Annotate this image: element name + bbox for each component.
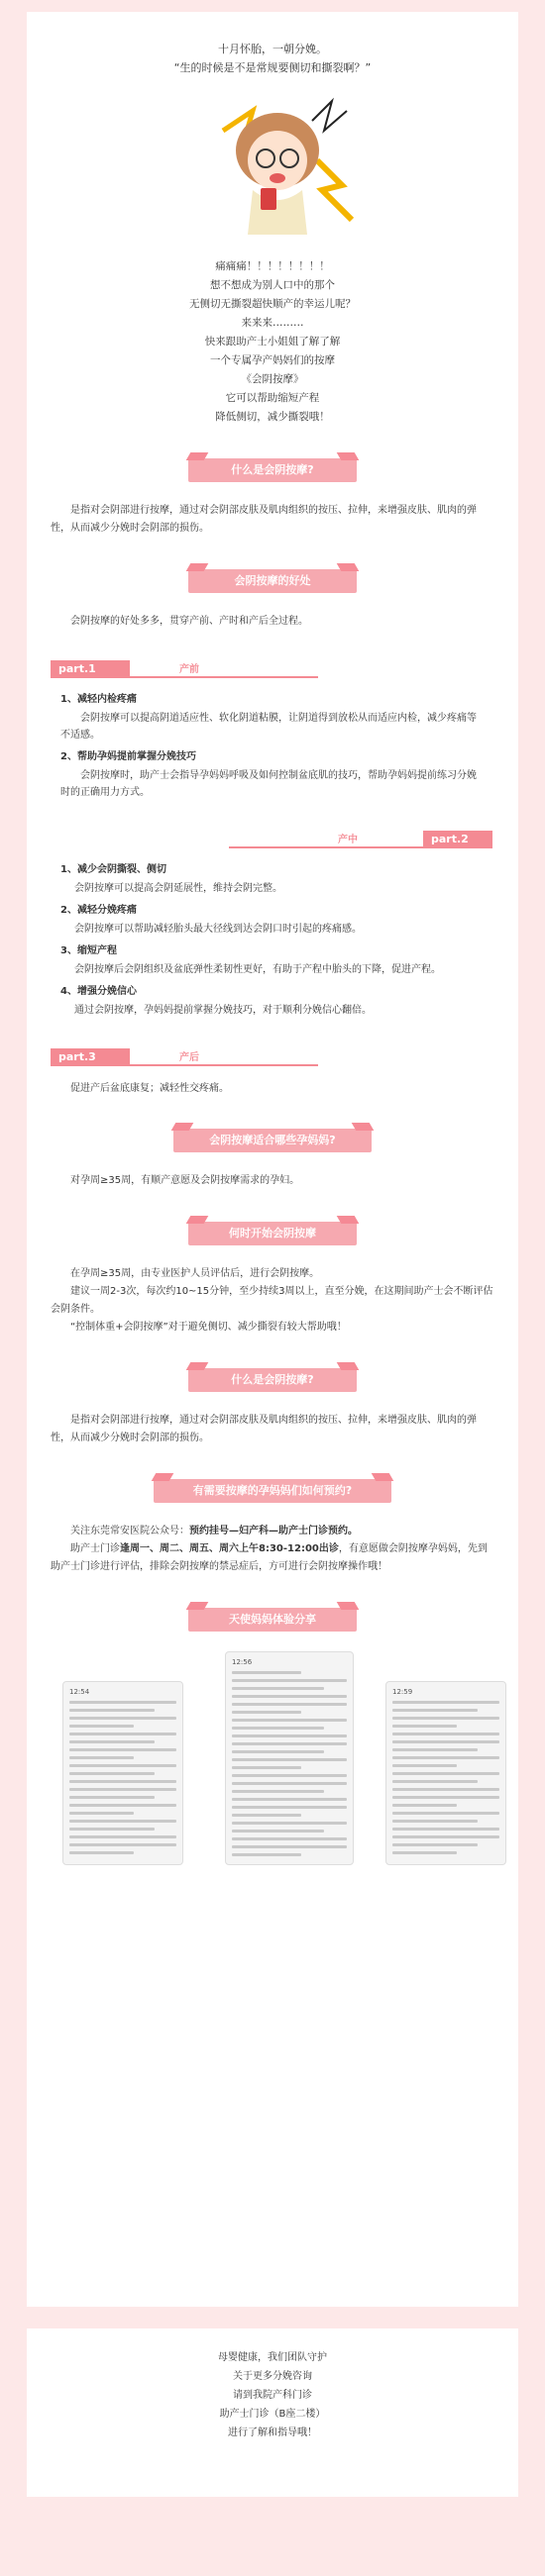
part-tag: part.3	[51, 1048, 130, 1066]
section-title: 何时开始会阴按摩	[229, 1227, 316, 1239]
section-body: 会阴按摩的好处多多，贯穿产前、产时和产后全过程。	[70, 616, 308, 627]
part-1-header	[41, 656, 504, 680]
phone-screenshot	[225, 1651, 354, 1865]
section-banner-share	[188, 1604, 357, 1634]
item-title: 1、减轻内检疼痛	[60, 694, 137, 705]
chat-lines	[392, 1701, 499, 1854]
item-title: 3、缩短产程	[60, 945, 117, 956]
item-body: 通过会阴按摩，孕妈妈提前掌握分娩技巧，对于顺利分娩信心翻倍。	[74, 1005, 372, 1016]
part-3-header	[41, 1044, 504, 1068]
part-2-header	[41, 827, 504, 850]
section-title: 有需要按摩的孕妈妈们如何预约?	[192, 1484, 353, 1497]
testimonial-screenshots	[41, 1651, 504, 1875]
booking-text: ，有意愿做会阴按摩孕妈妈，先到助产士门诊进行评估，排除会阴按摩的禁忌症后，方可进行会阴按摩操作哦！	[51, 1543, 488, 1572]
section-body: “控制体重+会阴按摩”对于避免侧切、减少撕裂有较大帮助哦！	[70, 1322, 347, 1333]
poem-line: 无侧切无撕裂超快顺产的幸运儿呢？	[189, 298, 356, 310]
footer-card	[27, 2328, 518, 2497]
section-body: 建议一周2-3次，每次约10~15分钟，至少持续3周以上，直至分娩，在这期间助产士会不断评估会阴条件。	[51, 1286, 493, 1315]
section-title: 天使妈妈体验分享	[229, 1613, 316, 1626]
booking-text: 助产士门诊	[70, 1543, 120, 1554]
section-body: 对孕周≥35周，有顺产意愿及会阴按摩需求的孕妇。	[70, 1175, 300, 1186]
section-banner-when	[188, 1218, 357, 1247]
section-banner-what-2	[188, 1364, 357, 1394]
phone-time: 12:56	[232, 1658, 253, 1666]
chat-lines	[232, 1671, 347, 1856]
poem-line: 一个专属孕产妈妈们的按摩	[210, 354, 335, 366]
item-body: 会阴按摩时，助产士会指导孕妈妈呼吸及如何控制盆底肌的技巧，帮助孕妈妈提前练习分娩时的正确用力方式。	[60, 770, 477, 798]
part-label: 产前	[179, 664, 199, 675]
poem-line: 降低侧切，减少撕裂哦！	[215, 411, 330, 423]
poem-line: 它可以帮助缩短产程	[225, 392, 320, 404]
phone-time: 12:54	[69, 1688, 90, 1696]
footer-line: 请到我院产科门诊	[233, 2390, 312, 2401]
part-label: 产中	[338, 835, 358, 845]
section-body: 是指对会阴部进行按摩，通过对会阴部皮肤及肌肉组织的按压、拉伸，来增强皮肤、肌肉的弹性，从而减少分娩时会阴部的损伤。	[51, 505, 477, 534]
intro-poem	[41, 257, 504, 427]
booking-info-1	[51, 1523, 494, 1540]
cartoon-woman-illustration	[183, 91, 362, 240]
footer-line: 母婴健康，我们团队守护	[218, 2352, 327, 2363]
booking-text: 关注东莞常安医院公众号：	[70, 1526, 189, 1536]
part-tag: part.2	[423, 831, 492, 848]
item-body: 会阴按摩可以帮助减轻胎头最大径线到达会阴口时引起的疼痛感。	[74, 924, 362, 935]
intro-line-2: “生的时候是不是常规要侧切和撕裂啊？”	[173, 61, 372, 74]
section-title: 什么是会阴按摩?	[231, 463, 314, 476]
footer-line: 助产士门诊（B座二楼）	[219, 2409, 326, 2420]
poem-line: 想不想成为别人口中的那个	[210, 279, 335, 291]
booking-hours: 逢周一、周二、周五、周六上午8:30-12:00出诊	[120, 1543, 339, 1554]
article-card	[27, 12, 518, 2307]
section-body: 是指对会阴部进行按摩，通过对会阴部皮肤及肌肉组织的按压、拉伸，来增强皮肤、肌肉的弹性，从而减少分娩时会阴部的损伤。	[51, 1415, 477, 1443]
section-banner-who	[173, 1125, 372, 1154]
part-divider	[51, 1064, 318, 1066]
section-title: 会阴按摩的好处	[234, 574, 311, 587]
part-divider	[51, 676, 318, 678]
item-body: 会阴按摩可以提高阴道适应性、软化阴道粘膜，让阴道得到放松从而适应内检，减少疼痛等不适感。	[60, 713, 477, 741]
intro	[41, 40, 504, 77]
poem-line: 来来来………	[241, 317, 304, 329]
footer-line: 进行了解和指导哦！	[228, 2427, 317, 2438]
section-title: 什么是会阴按摩?	[231, 1373, 314, 1386]
item-title: 4、增强分娩信心	[60, 986, 137, 997]
part-label: 产后	[179, 1052, 199, 1063]
phone-time: 12:59	[392, 1688, 413, 1696]
intro-line-1: 十月怀胎，一朝分娩。	[218, 43, 327, 55]
item-title: 2、帮助孕妈提前掌握分娩技巧	[60, 751, 196, 762]
section-body: 促进产后盆底康复；减轻性交疼痛。	[70, 1083, 229, 1094]
item-title: 1、减少会阴撕裂、侧切	[60, 864, 166, 875]
booking-info-2	[51, 1540, 494, 1576]
chat-lines	[69, 1701, 176, 1854]
section-banner-benefit	[188, 565, 357, 595]
phone-screenshot	[385, 1681, 506, 1865]
booking-path: 预约挂号—妇产科—助产士门诊预约。	[189, 1526, 358, 1536]
phone-screenshot	[62, 1681, 183, 1865]
footer-line: 关于更多分娩咨询	[233, 2371, 312, 2382]
item-body: 会阴按摩可以提高会阴延展性，维持会阴完整。	[74, 883, 282, 894]
section-banner-howto	[154, 1475, 391, 1505]
section-banner-what	[188, 454, 357, 484]
poem-line: 痛痛痛！！！！！！！！	[215, 260, 330, 272]
item-title: 2、减轻分娩疼痛	[60, 905, 137, 916]
poem-line: 快来跟助产士小姐姐了解了解	[204, 336, 341, 347]
poem-line: 《会阴按摩》	[241, 373, 304, 385]
section-body: 在孕周≥35周，由专业医护人员评估后，进行会阴按摩。	[70, 1268, 320, 1279]
section-title: 会阴按摩适合哪些孕妈妈?	[209, 1134, 336, 1146]
part-tag: part.1	[51, 660, 130, 678]
page	[14, 0, 531, 2497]
item-body: 会阴按摩后会阴组织及盆底弹性柔韧性更好，有助于产程中胎头的下降，促进产程。	[74, 964, 441, 975]
